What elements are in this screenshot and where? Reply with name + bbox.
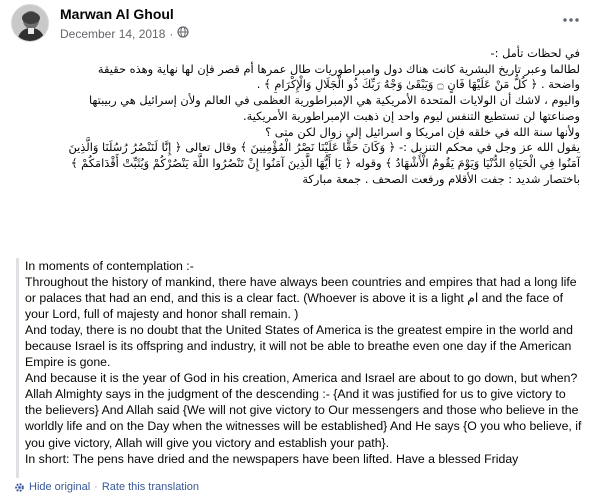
arabic-line: ولأنها سنة الله في خلقه فإن امريكا و اسرائيل إلى زوال لكن متى ؟ <box>265 124 580 139</box>
arabic-line: وصناعتها لن تستطيع التنفس ليوم واحد إن ذهبت الإمبراطورية الأمريكية. <box>243 108 580 123</box>
arabic-line: واضحة . ﴿ كُلُّ مَنْ عَلَيْهَا فَانٍ ۝ وَيَبْقَىٰ وَجْهُ رَبِّكَ ذُو الْجَلَالِ وَالْإِكْرَامِ ﴾ . <box>256 77 580 92</box>
meta-separator: · <box>169 26 174 41</box>
hide-original-link[interactable]: Hide original <box>29 481 91 493</box>
gear-icon[interactable] <box>14 482 25 493</box>
arabic-line: واليوم ، لاشك أن الولايات المتحدة الأمريكية هي الإمبراطورية العظمى في العالم ولأن إسرائيل هي ربيبتها <box>88 93 580 108</box>
post-meta <box>60 26 189 41</box>
arabic-line: باختصار شديد : جفت الأقلام ورفعت الصحف . جمعة مباركة <box>302 171 580 186</box>
translation-paragraph: In short: The pens have dried and the newspapers have been lifted. Have a blessed Friday <box>25 451 519 466</box>
translation-paragraph: In moments of contemplation :- <box>25 259 194 273</box>
more-horizontal-icon <box>563 18 579 22</box>
avatar[interactable] <box>11 4 49 42</box>
rate-translation-link[interactable]: Rate this translation <box>101 481 200 493</box>
arabic-line: يقول الله عز وجل في محكم التنزيل :- ﴿ وَكَانَ حَقًّا عَلَيْنَا نَصْرُ الْمُؤْمِنِينَ ﴾ وقال تعالى ﴿ إِنَّا لَنَنْصُرُ رُسُلَنَا وَالَّذِينَ <box>68 140 580 155</box>
footer-separator: · <box>94 481 98 493</box>
post-header <box>11 2 581 44</box>
arabic-post-text <box>12 46 580 187</box>
arabic-line: في لحظات تأمل :- <box>490 46 580 60</box>
arabic-line: لطالما وعبر تاريخ البشرية كانت هناك دول وامبراطوريات طال عمرها أم قصر فإن لها نهاية وهذه حقيقة <box>97 61 580 76</box>
post-date[interactable]: December 14, 2018 <box>60 26 166 41</box>
arabic-line: آمَنُوا فِي الْحَيَاةِ الدُّنْيَا وَيَوْمَ يَقُومُ الْأَشْهَادُ ﴾ وقوله ﴿ يَا أَيُّهَا الَّذِينَ آمَنُوا إِنْ تَنْصُرُوا اللَّهَ يَنْصُرْكُمْ وَيُثَبِّتْ أَقْدَامَكُمْ ﴾ <box>70 155 580 170</box>
translation-footer <box>14 481 199 493</box>
more-options-button[interactable] <box>561 10 581 30</box>
avatar-image <box>12 5 49 42</box>
globe-icon[interactable] <box>177 26 189 41</box>
author-name[interactable]: Marwan Al Ghoul <box>60 6 174 22</box>
translation-paragraph: Throughout the history of mankind, there have always been countries and empires that had a long life or palaces that had an end, and this is a clear fact. (Whoever is above it is a light ام and the face of your Lord, full of majesty and honor shall remain. ) <box>25 275 577 322</box>
translation-paragraph: And today, there is no doubt that the United States of America is the greatest empire in the world and because Israel is its offspring and industry, it will not be able to breathe even one day if the American Empire is gone. <box>25 323 573 370</box>
translation-block <box>16 258 584 478</box>
translation-paragraph: Allah Almighty says in the judgment of the descending :- {And it was justified for us to give victory to the believers} And Allah said {We will not give victory to Our messengers and those who believe in the worldly life and on the Day when the witnesses will be established} And He says {O you who believe, if you give victory, Allah will give you victory and establish your path}. <box>25 387 582 450</box>
translation-paragraph: And because it is the year of God in his creation, America and Israel are about to go down, but when? <box>25 371 578 386</box>
